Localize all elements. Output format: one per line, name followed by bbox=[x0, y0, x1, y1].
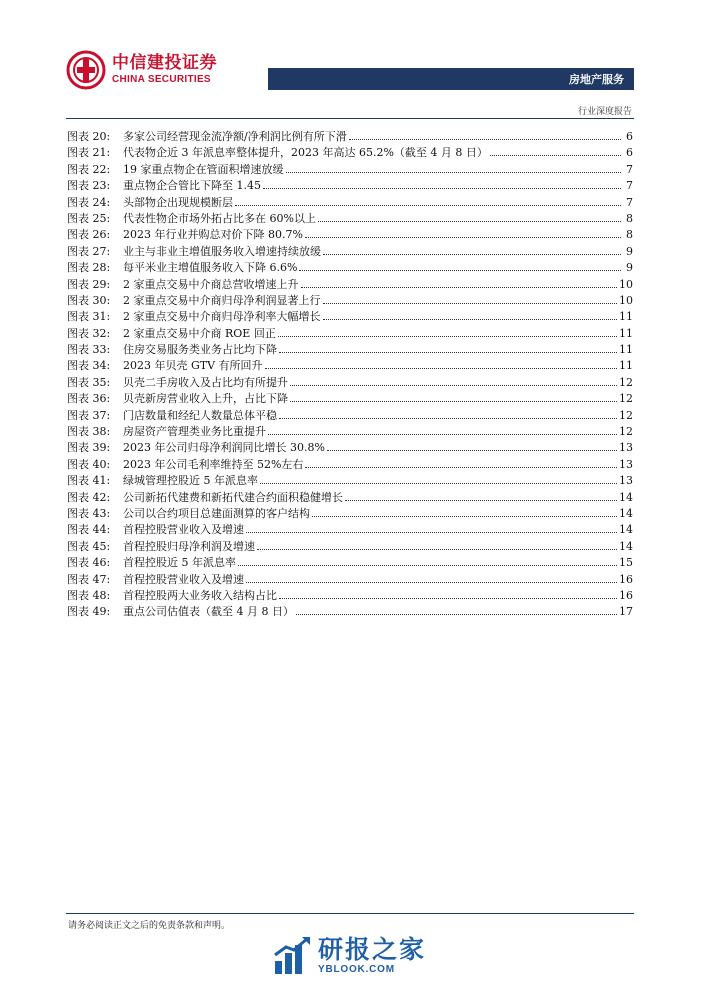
toc-entry[interactable] bbox=[67, 357, 633, 373]
toc-entry[interactable] bbox=[67, 308, 633, 324]
disclaimer-note: 请务必阅读正文之后的免责条款和声明。 bbox=[68, 921, 231, 931]
toc-entry[interactable] bbox=[67, 521, 633, 537]
toc-leader-dots bbox=[296, 614, 617, 615]
toc-entry-label: 图表 20: bbox=[67, 130, 111, 143]
toc-leader-dots bbox=[301, 287, 618, 288]
logo-chinese-name: 中信建投证券 bbox=[112, 53, 217, 73]
chart-index-list bbox=[67, 128, 633, 620]
toc-leader-dots bbox=[265, 368, 617, 369]
toc-entry-page: 14 bbox=[619, 490, 633, 504]
toc-entry[interactable] bbox=[67, 505, 633, 521]
toc-entry-label: 图表 40: bbox=[67, 457, 111, 471]
toc-entry-label: 图表 33: bbox=[67, 343, 111, 357]
toc-entry[interactable] bbox=[67, 374, 633, 390]
toc-entry-title: 门店数量和经纪人数量总体平稳 bbox=[123, 408, 277, 422]
toc-entry-page: 13 bbox=[619, 474, 633, 488]
toc-leader-dots bbox=[305, 467, 617, 468]
toc-entry-label: 图表 27: bbox=[67, 244, 111, 258]
toc-entry-label: 图表 28: bbox=[67, 261, 111, 275]
toc-entry-label: 图表 34: bbox=[67, 359, 111, 373]
toc-entry-label: 图表 41: bbox=[67, 474, 111, 488]
toc-entry[interactable] bbox=[67, 603, 633, 619]
toc-entry-label: 图表 36: bbox=[67, 392, 111, 406]
toc-entry-label: 图表 26: bbox=[67, 228, 111, 242]
toc-entry-title: 首程控股营业收入及增速 bbox=[123, 572, 244, 586]
toc-entry-title: 公司以合约项目总建面测算的客户结构 bbox=[123, 506, 310, 520]
toc-entry-page: 16 bbox=[619, 572, 633, 586]
toc-entry[interactable] bbox=[67, 538, 633, 554]
toc-entry-label: 图表 48: bbox=[67, 588, 111, 602]
toc-leader-dots bbox=[290, 385, 617, 386]
toc-leader-dots bbox=[290, 401, 617, 402]
toc-entry[interactable] bbox=[67, 243, 633, 259]
toc-entry[interactable] bbox=[67, 276, 633, 292]
toc-entry-page: 12 bbox=[619, 392, 633, 406]
toc-entry-label: 图表 21: bbox=[67, 146, 111, 160]
toc-entry[interactable] bbox=[67, 489, 633, 505]
toc-leader-dots bbox=[268, 434, 617, 435]
toc-leader-dots bbox=[323, 319, 618, 320]
toc-entry-title: 住房交易服务类业务占比均下降 bbox=[123, 343, 277, 357]
toc-entry-title: 2023 年公司毛利率维持至 52%左右 bbox=[123, 457, 304, 471]
toc-leader-dots bbox=[260, 483, 617, 484]
toc-entry-label: 图表 47: bbox=[67, 572, 111, 586]
toc-entry-page: 7 bbox=[626, 179, 633, 193]
toc-entry-title: 首程控股两大业务收入结构占比 bbox=[123, 588, 277, 602]
toc-leader-dots bbox=[238, 565, 617, 566]
toc-entry-page: 15 bbox=[619, 556, 633, 570]
toc-entry-page: 12 bbox=[619, 425, 633, 439]
toc-entry-page: 8 bbox=[626, 228, 633, 242]
logo-english-name: CHINA SECURITIES bbox=[112, 74, 211, 85]
toc-entry-title: 业主与非业主增值服务收入增速持续放缓 bbox=[123, 244, 321, 258]
toc-entry-page: 11 bbox=[619, 310, 633, 324]
toc-entry[interactable] bbox=[67, 259, 633, 275]
toc-entry-title: 房屋资产管理类业务比重提升 bbox=[123, 425, 266, 439]
toc-entry-page: 9 bbox=[626, 261, 633, 275]
toc-entry-label: 图表 23: bbox=[67, 179, 111, 193]
toc-entry[interactable] bbox=[67, 587, 633, 603]
toc-entry-label: 图表 35: bbox=[67, 375, 111, 389]
toc-entry-label: 图表 32: bbox=[67, 326, 111, 340]
toc-entry-page: 11 bbox=[619, 326, 633, 340]
toc-leader-dots bbox=[279, 598, 617, 599]
toc-entry-title: 2 家重点交易中介商总营收增速上升 bbox=[123, 277, 299, 291]
toc-entry-label: 图表 25: bbox=[67, 211, 111, 225]
toc-entry-title: 多家公司经营现金流净额/净利润比例有所下滑 bbox=[123, 130, 347, 143]
toc-leader-dots bbox=[490, 155, 621, 156]
toc-entry-title: 2023 年贝壳 GTV 有所回升 bbox=[123, 359, 263, 373]
toc-entry-title: 头部物企出现规模断层 bbox=[123, 195, 233, 209]
toc-entry-label: 图表 46: bbox=[67, 556, 111, 570]
toc-entry-label: 图表 45: bbox=[67, 539, 111, 553]
toc-entry[interactable] bbox=[67, 325, 633, 341]
toc-leader-dots bbox=[327, 450, 617, 451]
toc-entry-title: 重点公司估值表（截至 4 月 8 日） bbox=[123, 605, 294, 619]
toc-leader-dots bbox=[323, 303, 618, 304]
toc-leader-dots bbox=[349, 139, 621, 140]
toc-entry-title: 首程控股营业收入及增速 bbox=[123, 523, 244, 537]
toc-entry-page: 7 bbox=[626, 162, 633, 176]
toc-entry[interactable] bbox=[67, 456, 633, 472]
toc-entry-page: 8 bbox=[626, 211, 633, 225]
toc-entry-page: 10 bbox=[619, 293, 633, 307]
toc-leader-dots bbox=[312, 516, 617, 517]
toc-entry-page: 14 bbox=[619, 506, 633, 520]
toc-entry-page: 12 bbox=[619, 375, 633, 389]
toc-entry-page: 13 bbox=[619, 441, 633, 455]
toc-entry[interactable] bbox=[67, 226, 633, 242]
toc-entry[interactable] bbox=[67, 407, 633, 423]
toc-entry-label: 图表 44: bbox=[67, 523, 111, 537]
toc-leader-dots bbox=[235, 205, 621, 206]
toc-entry[interactable] bbox=[67, 571, 633, 587]
toc-entry-title: 绿城管理控股近 5 年派息率 bbox=[123, 474, 258, 488]
toc-entry-label: 图表 43: bbox=[67, 506, 111, 520]
footer-divider bbox=[66, 913, 634, 914]
china-securities-logo-icon bbox=[66, 50, 106, 90]
toc-entry-page: 9 bbox=[626, 244, 633, 258]
toc-entry-page: 10 bbox=[619, 277, 633, 291]
toc-entry-label: 图表 22: bbox=[67, 162, 111, 176]
toc-entry-label: 图表 39: bbox=[67, 441, 111, 455]
toc-entry-label: 图表 31: bbox=[67, 310, 111, 324]
toc-entry-page: 11 bbox=[619, 359, 633, 373]
toc-entry-label: 图表 30: bbox=[67, 293, 111, 307]
watermark-english: YBLOOK.COM bbox=[318, 964, 395, 975]
toc-entry[interactable] bbox=[67, 194, 633, 210]
toc-leader-dots bbox=[345, 500, 617, 501]
toc-entry-page: 7 bbox=[626, 195, 633, 209]
bar-chart-icon bbox=[272, 935, 312, 977]
toc-leader-dots bbox=[278, 336, 617, 337]
toc-leader-dots bbox=[299, 270, 621, 271]
toc-entry[interactable] bbox=[67, 439, 633, 455]
toc-leader-dots bbox=[246, 582, 617, 583]
toc-entry-page: 16 bbox=[619, 588, 633, 602]
toc-entry-title: 2 家重点交易中介商 ROE 回正 bbox=[123, 326, 276, 340]
toc-entry-page: 14 bbox=[619, 539, 633, 553]
toc-entry-title: 代表性物企市场外拓占比多在 60%以上 bbox=[123, 211, 316, 225]
toc-entry-title: 首程控股近 5 年派息率 bbox=[123, 556, 236, 570]
toc-entry[interactable] bbox=[67, 177, 633, 193]
toc-entry-title: 公司新拓代建费和新拓代建合约面积稳健增长 bbox=[123, 490, 343, 504]
toc-leader-dots bbox=[246, 532, 617, 533]
toc-leader-dots bbox=[279, 418, 617, 419]
toc-entry-page: 13 bbox=[619, 457, 633, 471]
toc-entry[interactable] bbox=[67, 554, 633, 570]
toc-entry[interactable] bbox=[67, 161, 633, 177]
toc-entry-title: 重点物企合管比下降至 1.45 bbox=[123, 179, 261, 193]
toc-entry-title: 2023 年公司归母净利润同比增长 30.8% bbox=[123, 441, 325, 455]
toc-entry-label: 图表 42: bbox=[67, 490, 111, 504]
toc-entry-label: 图表 24: bbox=[67, 195, 111, 209]
toc-entry-page: 17 bbox=[619, 605, 633, 619]
toc-entry[interactable] bbox=[67, 341, 633, 357]
company-logo bbox=[66, 50, 217, 90]
toc-entry-page: 14 bbox=[619, 523, 633, 537]
toc-entry[interactable] bbox=[67, 390, 633, 406]
toc-entry-title: 2 家重点交易中介商归母净利润显著上行 bbox=[123, 293, 321, 307]
toc-entry-title: 贝壳新房营业收入上升，占比下降 bbox=[123, 392, 288, 406]
toc-entry[interactable] bbox=[67, 144, 633, 160]
toc-entry-title: 每平米业主增值服务收入下降 6.6% bbox=[123, 261, 298, 275]
toc-entry-title: 首程控股归母净利润及增速 bbox=[123, 539, 255, 553]
header-divider bbox=[66, 118, 634, 119]
toc-leader-dots bbox=[279, 352, 617, 353]
toc-leader-dots bbox=[305, 237, 621, 238]
watermark bbox=[272, 935, 426, 977]
toc-entry[interactable] bbox=[67, 292, 633, 308]
toc-entry-label: 图表 49: bbox=[67, 605, 111, 619]
toc-entry-label: 图表 29: bbox=[67, 277, 111, 291]
toc-entry-label: 图表 38: bbox=[67, 425, 111, 439]
toc-entry-label: 图表 37: bbox=[67, 408, 111, 422]
toc-leader-dots bbox=[263, 188, 621, 189]
toc-entry-title: 代表物企近 3 年派息率整体提升，2023 年高达 65.2%（截至 4 月 8 日） bbox=[123, 146, 488, 160]
report-type-label: 行业深度报告 bbox=[577, 107, 632, 117]
toc-entry[interactable] bbox=[67, 472, 633, 488]
industry-banner: 房地产服务 bbox=[268, 68, 634, 90]
toc-entry-page: 6 bbox=[626, 146, 633, 160]
toc-entry[interactable] bbox=[67, 210, 633, 226]
toc-entry-title: 19 家重点物企在管面积增速放缓 bbox=[123, 162, 284, 176]
watermark-chinese: 研报之家 bbox=[318, 935, 427, 964]
toc-entry-page: 11 bbox=[619, 343, 633, 357]
toc-entry[interactable] bbox=[67, 128, 633, 144]
toc-entry-title: 贝壳二手房收入及占比均有所提升 bbox=[123, 375, 288, 389]
toc-entry-page: 12 bbox=[619, 408, 633, 422]
toc-leader-dots bbox=[323, 254, 621, 255]
toc-leader-dots bbox=[286, 172, 622, 173]
toc-entry-page: 6 bbox=[626, 130, 633, 143]
toc-entry-title: 2 家重点交易中介商归母净利率大幅增长 bbox=[123, 310, 321, 324]
toc-entry[interactable] bbox=[67, 423, 633, 439]
toc-leader-dots bbox=[257, 549, 617, 550]
toc-leader-dots bbox=[318, 221, 621, 222]
toc-entry-title: 2023 年行业并购总对价下降 80.7% bbox=[123, 228, 303, 242]
